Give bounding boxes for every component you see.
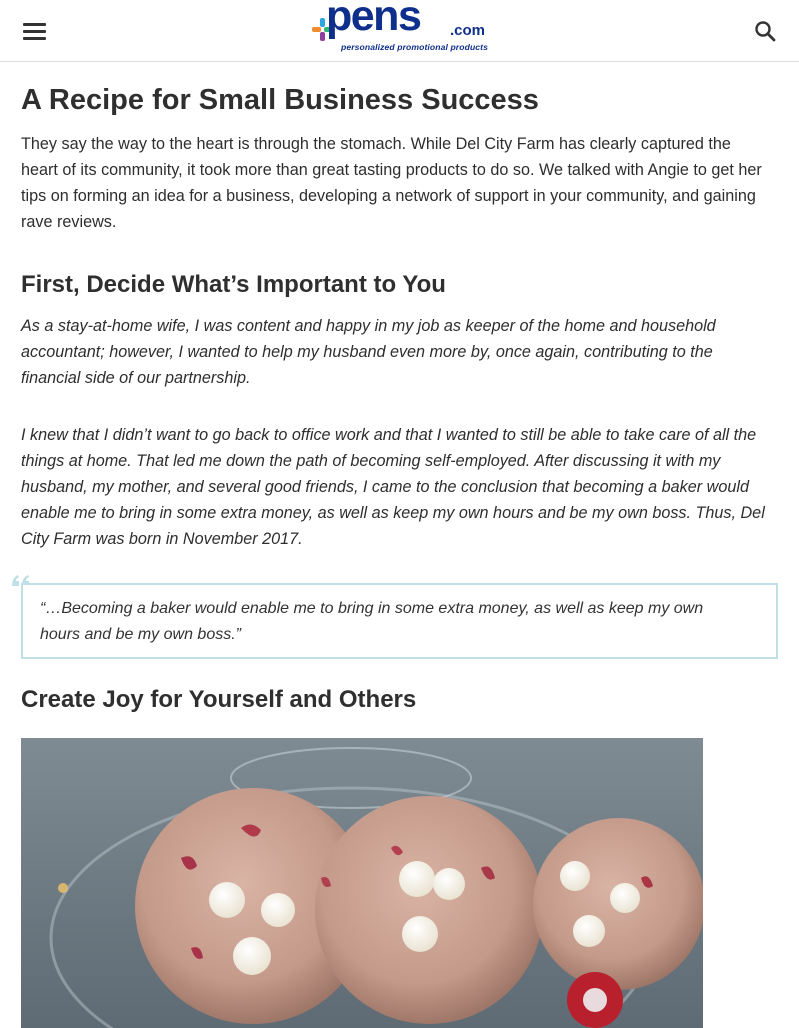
site-logo[interactable] [308, 2, 490, 58]
cookies-photo [21, 738, 703, 1028]
hamburger-menu-icon[interactable] [22, 20, 48, 42]
menu-bar [23, 37, 46, 40]
pull-quote-text: “…Becoming a baker would enable me to bring in some extra money, as well as keep my own hours and be my own boss.” [40, 600, 704, 643]
menu-bar [23, 23, 46, 26]
section1-paragraph-2: I knew that I didn’t want to go back to office work and that I wanted to still be able to take care of all the things at home. That led me down the path of becoming self-employed. After discussing it with my husband, my mother, and several good friends, I came to the conclusion that becoming a baker would enable me to bring in some extra money, as well as keep my own hours and be my own boss. Thus, Del City Farm was born in November 2017. [21, 426, 765, 548]
section1-paragraph-1: As a stay-at-home wife, I was content and happy in my job as keeper of the home and household accountant; however, I wanted to help my husband even more by, once again, contributing to the financial side of our partnership. [21, 317, 716, 387]
logo-domain: .com [450, 22, 486, 39]
logo-tagline: personalized promotional products [341, 42, 489, 52]
pull-quote [21, 583, 778, 659]
search-icon[interactable] [751, 17, 779, 45]
cookies-image [21, 738, 703, 1028]
section-heading-joy: Create Joy for Yourself and Others [21, 686, 417, 713]
site-header [0, 0, 799, 62]
article-title: A Recipe for Small Business Success [21, 84, 539, 116]
intro-paragraph: They say the way to the heart is through the stomach. While Del City Farm has clearly captured the heart of its community, it took more than great tasting products to do so. We talked with Angie to get her tips on forming an idea for a business, developing a network of support in your community, and gaining rave reviews. [21, 135, 762, 231]
section-heading-important: First, Decide What’s Important to You [21, 271, 446, 298]
menu-bar [23, 30, 46, 33]
logo-wordmark: pens [326, 0, 421, 40]
